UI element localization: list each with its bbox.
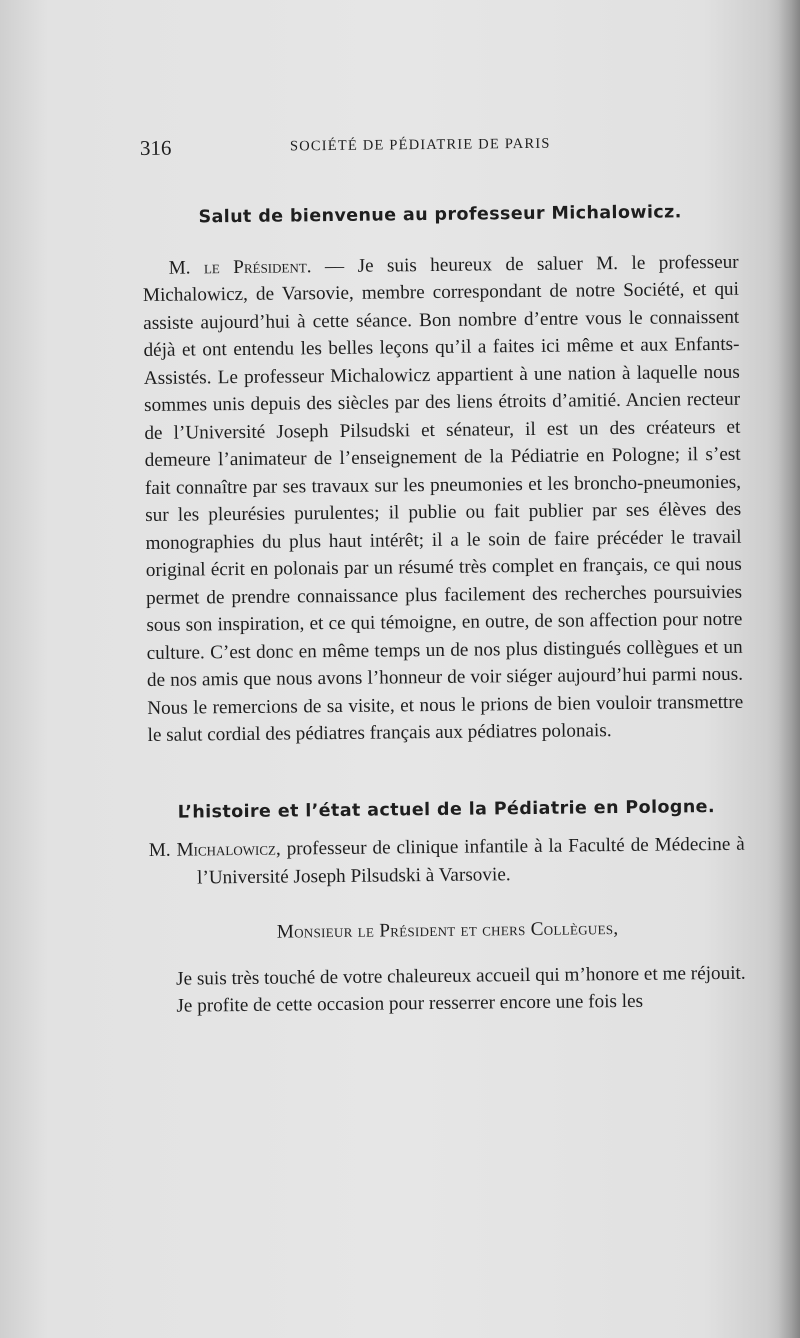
speech-paragraph-1: Je suis très touché de votre chaleureux accueil qui m’honore et me réjouit. (175, 962, 746, 990)
welcome-text: — Je suis heureux de saluer M. le professeur Michalowicz, de Varsovie, membre correspondant de notre Société, et qui assiste aujourd’hui à cette séance. Bon nombre d’entre vous le connaissent déjà et ont entendu les belles leçons qu’il a faites ici même et aux Enfants-Assistés. Le professeur Michalowicz appartient à une nation à laquelle nous sommes unis depuis des siècles par des liens étroits d’amitié. Ancien recteur de l’Université Joseph Pilsudski et sénateur, il est un des créateurs et demeure l’animateur de l’enseignement de la Pédiatrie en Pologne; il s’est fait connaître par ses travaux sur les pneumonies et les broncho-pneumonies, sur les pleurésies purulentes; il publie ou fait publier par ses élèves des monographies du plus haut intérêt; il a le soin de faire précéder le travail original écrit en polonais par un résumé très complet en français, ce qui nous permet de prendre connaissance plus facilement des recherches poursuivies sous son inspiration, et ce qui témoigne, en outre, de son affection pour notre culture. C’est donc en même temps un de nos plus distingués collègues et un de nos amis que nous avons l’honneur de voir siéger aujourd’hui parmi nous. Nous le remercions de sa visite, et nous le prions de bien vouloir transmettre le salut cordial des pédiatres français aux pédiatres polonais. (142, 251, 744, 746)
page-body (142, 199, 747, 1021)
welcome-paragraph (143, 248, 744, 749)
salutation: Monsieur le Président et chers Collègues, (276, 918, 619, 943)
page-number: 316 (139, 135, 172, 160)
section-title-history: L’histoire et l’état actuel de la Pédiatrie en Pologne. (177, 796, 716, 823)
author-note (149, 831, 746, 892)
author-prefix: M. (148, 839, 171, 861)
running-head: SOCIÉTÉ DE PÉDIATRIE DE PARIS (289, 135, 551, 155)
section-title-welcome: Salut de bienvenue au professeur Michalowicz. (198, 202, 682, 228)
speech-paragraph-2: Je profite de cette occasion pour resserrer encore une fois les (176, 990, 644, 1017)
page-edge-shadow (778, 0, 800, 1338)
author-name: Michalowicz, (176, 838, 281, 861)
author-affiliation: professeur de clinique infantile à la Faculté de Médecine à l’Université Joseph Pilsudski à Varsovie. (196, 833, 745, 888)
speaker-label: M. le Président. (168, 255, 312, 279)
page-header (140, 130, 730, 166)
